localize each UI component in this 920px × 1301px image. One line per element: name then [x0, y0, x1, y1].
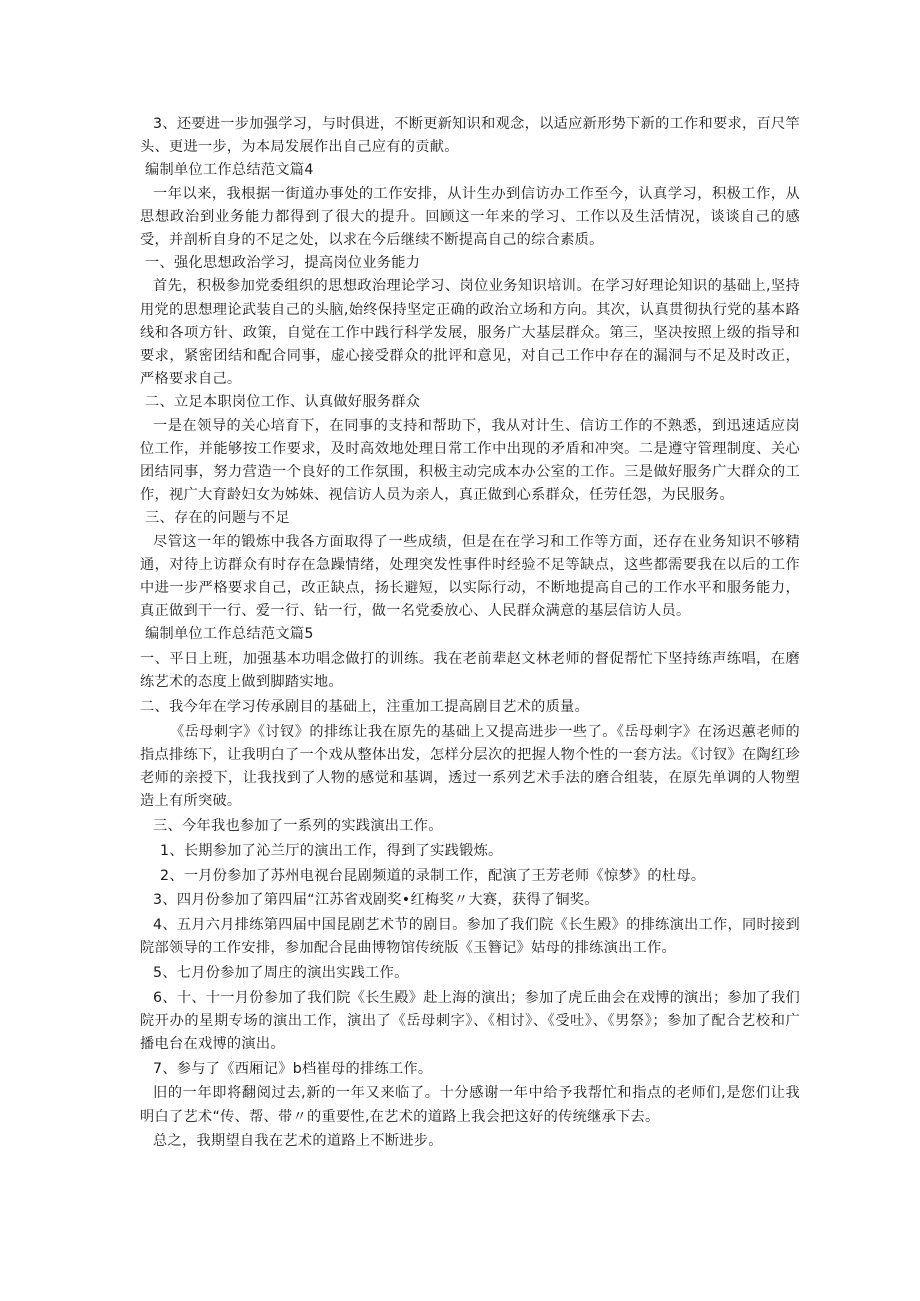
paragraph-conclusion: 总之，我期望自我在艺术的道路上不断进步。 — [153, 1133, 443, 1150]
list-item-2: 2、一月份参加了苏州电视台昆剧频道的录制工作，配演了王芳老师《惊梦》的杜母。 — [160, 867, 706, 884]
heading-political-study: 一、强化思想政治学习，提高岗位业务能力 — [145, 255, 421, 272]
heading-problems: 三、存在的问题与不足 — [145, 510, 290, 527]
section-title-5: 编制单位工作总结范文篇5 — [145, 626, 314, 643]
paragraph-performances-intro: 三、今年我也参加了一系列的实践演出工作。 — [153, 818, 443, 835]
paragraph-year-end: 旧的一年即将翻阅过去,新的一年又来临了。十分感谢一年中给予我帮忙和指点的老师们,是您们让我明白了艺术“传、帮、带〃的重要性,在艺术的道路上我会把这好的传统继承下去。 — [140, 1085, 800, 1125]
paragraph-repertoire: 二、我今年在学习传承剧目的基础上，注重加工提高剧目艺术的质量。 — [140, 699, 590, 716]
intro-paragraph: 一年以来，我根据一街道办事处的工作安排，从计生办到信访办工作至今，认真学习，积极工作，从思想政治到业务能力都得到了很大的提升。回顾这一年来的学习、工作以及生活情况，谈谈自己的感受，并剖析自身的不足之处，以求在今后继续不断提高自己的综合素质。 — [140, 185, 800, 249]
heading-serve-public: 二、立足本职岗位工作、认真做好服务群众 — [145, 394, 421, 411]
list-item-1: 1、长期参加了沁兰厅的演出工作，得到了实践锻炼。 — [160, 842, 503, 859]
list-item-3: 3、四月份参加了第四届“江苏省戏剧奖•红梅奖〃大赛，获得了铜奖。 — [153, 892, 599, 909]
paragraph-training: 一、平日上班，加强基本功唱念做打的训练。我在老前辈赵文林老师的督促帮忙下坚持练声练唱，在磨练艺术的态度上做到脚踏实地。 — [140, 651, 800, 691]
document-body — [140, 113, 800, 1153]
list-item-6: 6、十、十一月份参加了我们院《长生殿》赴上海的演出；参加了虎丘曲会在戏博的演出；参加了我们院开办的星期专场的演出工作，演出了《岳母刺字》、《相讨》、《受吐》、《男祭》；参加了配合艺校和广播电台在戏博的演出。 — [140, 989, 800, 1052]
paragraph-serve-public: 一是在领导的关心培育下，在同事的支持和帮助下，我从对计生、信访工作的不熟悉，到迅速适应岗位工作，并能够按工作要求，及时高效地处理日常工作中出现的矛盾和冲突。二是遵守管理制度、关心团结同事，努力营造一个良好的工作氛围，积极主动完成本办公室的工作。三是做好服务广大群众的工作，视广大育龄妇女为姊妹、视信访人员为亲人，真正做到心系群众，任劳任怨，为民服务。 — [140, 417, 800, 504]
list-item-4: 4、五月六月排练第四届中国昆剧艺术节的剧目。参加了我们院《长生殿》的排练演出工作，同时接到院部领导的工作安排，参加配合昆曲博物馆传统版《玉簪记》姑母的排练演出工作。 — [140, 916, 800, 957]
list-item-7: 7、参与了《西厢记》b档崔母的排练工作。 — [153, 1060, 433, 1077]
list-item-5: 5、七月份参加了周庄的演出实践工作。 — [153, 964, 409, 981]
section-title-4: 编制单位工作总结范文篇4 — [145, 162, 314, 179]
paragraph-item-3-continuation: 3、还要进一步加强学习，与时俱进，不断更新知识和观念，以适应新形势下新的工作和要求，百尺竿头、更进一步，为本局发展作出自己应有的贡献。 — [140, 116, 800, 156]
paragraph-political-study: 首先，积极参加党委组织的思想政治理论学习、岗位业务知识培训。在学习好理论知识的基础上,坚持用党的思想理论武装自己的头脑,始终保持坚定正确的政治立场和方向。其次，认真贯彻执行党的基本路线和各项方针、政策，自觉在工作中践行科学发展，服务广大基层群众。第三，坚决按照上级的指导和要求，紧密团结和配合同事，虚心接受群众的批评和意见，对自己工作中存在的漏洞与不足及时改正，严格要求自己。 — [140, 278, 800, 388]
paragraph-problems: 尽管这一年的锻炼中我各方面取得了一些成绩，但是在在学习和工作等方面，还存在业务知识不够精通，对待上访群众有时存在急躁情绪，处理突发性事件时经验不足等缺点，这些都需要我在以后的工作中进一步严格要求自己，改正缺点，扬长避短，以实际行动，不断地提高自己的工作水平和服务能力，真正做到干一行、爱一行、钻一行，做一名党委放心、人民群众满意的基层信访人员。 — [140, 533, 800, 620]
paragraph-plays: 《岳母刺字》《讨钗》的排练让我在原先的基础上又提高进步一些了。《岳母刺字》在汤迟蕙老师的指点排练下，让我明白了一个戏从整体出发，怎样分层次的把握人物个性的一套方法。《讨钗》在陶红珍老师的亲授下，让我找到了人物的感觉和基调，透过一系列艺术手法的磨合组装，在原先单调的人物塑造上有所突破。 — [140, 723, 800, 810]
